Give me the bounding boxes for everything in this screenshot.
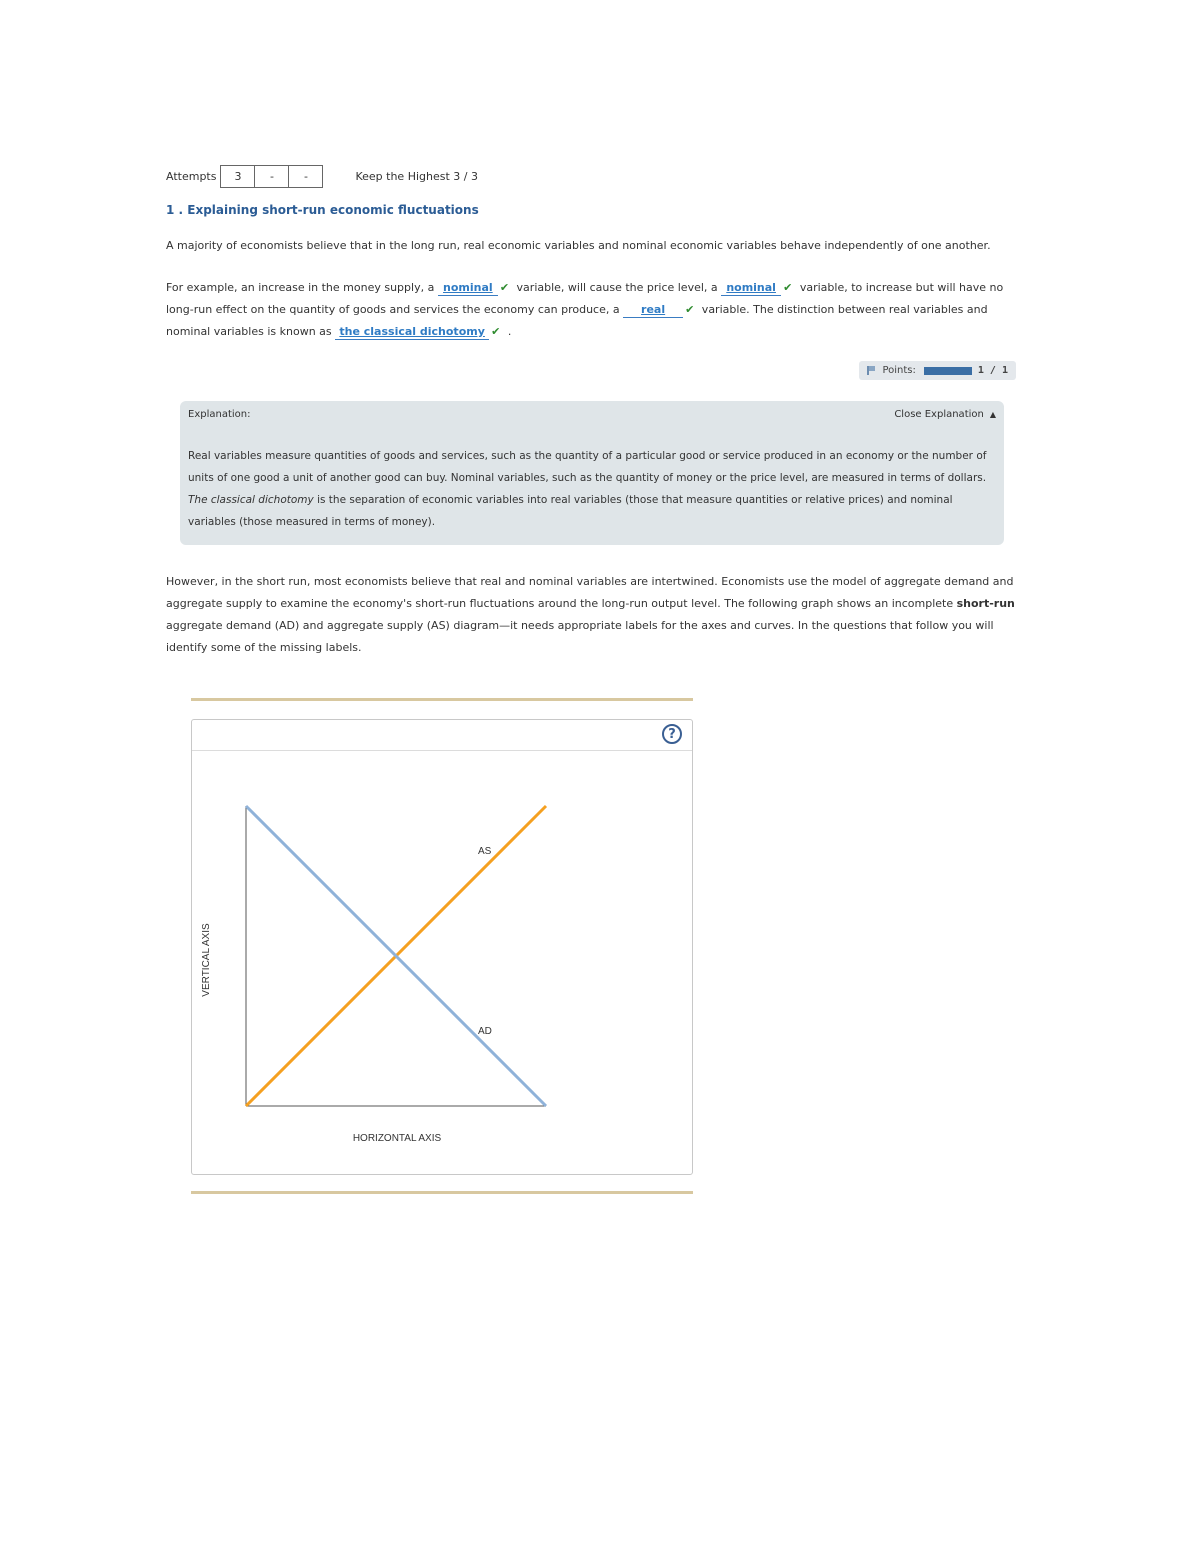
short-run-paragraph [166, 571, 1016, 659]
close-explanation-label: Close Explanation [894, 409, 984, 420]
text-segment: variable. The distinction between real variables and nominal variables is known as [166, 303, 988, 338]
check-icon: ✔ [499, 281, 510, 294]
help-icon[interactable]: ? [662, 724, 682, 744]
explanation-text [188, 445, 996, 533]
flag-icon [867, 366, 877, 375]
question-title: 1 . Explaining short-run economic fluctuations [166, 203, 479, 217]
text-segment: . [504, 325, 512, 338]
text-segment: For example, an increase in the money supply, a [166, 281, 438, 294]
points-label: Points: [882, 365, 916, 376]
graph-container [191, 719, 693, 1175]
check-icon: ✔ [491, 325, 501, 338]
as-curve-label: AS [478, 846, 492, 857]
check-icon: ✔ [783, 281, 793, 294]
explanation-panel [180, 401, 1004, 545]
text-segment: variable, to increase but will have no long-run effect on the quantity of goods and services the economy can produce, a [166, 281, 1004, 316]
y-axis-label: VERTICAL AXIS [201, 923, 212, 997]
points-value: 1 / 1 [977, 365, 1008, 376]
answer-blank-2[interactable]: nominal [721, 280, 781, 296]
points-badge [859, 361, 1016, 380]
text-segment: variable, will cause the price level, a [513, 281, 722, 294]
explanation-emphasis: The classical dichotomy [188, 494, 314, 506]
explanation-text-part: Real variables measure quantities of goods and services, such as the quantity of a particular good or service produced in an economy or the number of units of one good a unit of another good can buy. Nominal variables, such as the quantity of money or the price level, are measured in terms of dollars. [188, 450, 987, 484]
check-icon: ✔ [685, 303, 695, 316]
x-axis-label: HORIZONTAL AXIS [352, 1133, 442, 1144]
intro-paragraph: A majority of economists believe that in the long run, real economic variables and nominal economic variables behave independently of one another. [166, 239, 991, 252]
attempt-box-2[interactable]: - [254, 165, 289, 188]
ad-curve-label: AD [478, 1026, 492, 1037]
graph-top-rule [191, 698, 693, 701]
explanation-header [188, 409, 996, 425]
graph-bottom-rule [191, 1191, 693, 1194]
chevron-up-icon: ▲ [989, 410, 996, 419]
text-segment: However, in the short run, most economists believe that real and nominal variables are intertwined. Economists use the model of aggregate demand and aggregate supply to examine the economy's short-run fluctuations around the long-run output level. The following graph shows an incomplete [166, 575, 1014, 610]
attempts-label: Attempts [166, 169, 217, 183]
keep-highest-label: Keep the Highest 3 / 3 [355, 169, 478, 183]
points-progress-bar [924, 367, 972, 375]
explanation-text-part: is the separation of economic variables into real variables (those that measure quantities or relative prices) and nominal variables (those measured in terms of money). [188, 494, 953, 528]
fill-in-paragraph [166, 277, 1016, 343]
attempts-row [166, 163, 1016, 189]
answer-blank-1[interactable]: nominal [438, 280, 498, 296]
points-row [166, 361, 1016, 380]
text-segment: aggregate demand (AD) and aggregate supply (AS) diagram—it needs appropriate labels for the axes and curves. In the questions that follow you will identify some of the missing labels. [166, 619, 994, 654]
question-panel [166, 163, 1016, 659]
answer-blank-3[interactable]: real [623, 302, 683, 318]
ad-as-chart[interactable] [192, 720, 692, 1174]
attempt-box-3[interactable]: - [288, 165, 323, 188]
answer-blank-4[interactable]: the classical dichotomy [335, 324, 489, 340]
close-explanation-button[interactable] [894, 409, 996, 425]
bold-term: short-run [956, 597, 1015, 610]
attempt-box-1[interactable]: 3 [220, 165, 255, 188]
explanation-heading: Explanation: [188, 409, 251, 420]
